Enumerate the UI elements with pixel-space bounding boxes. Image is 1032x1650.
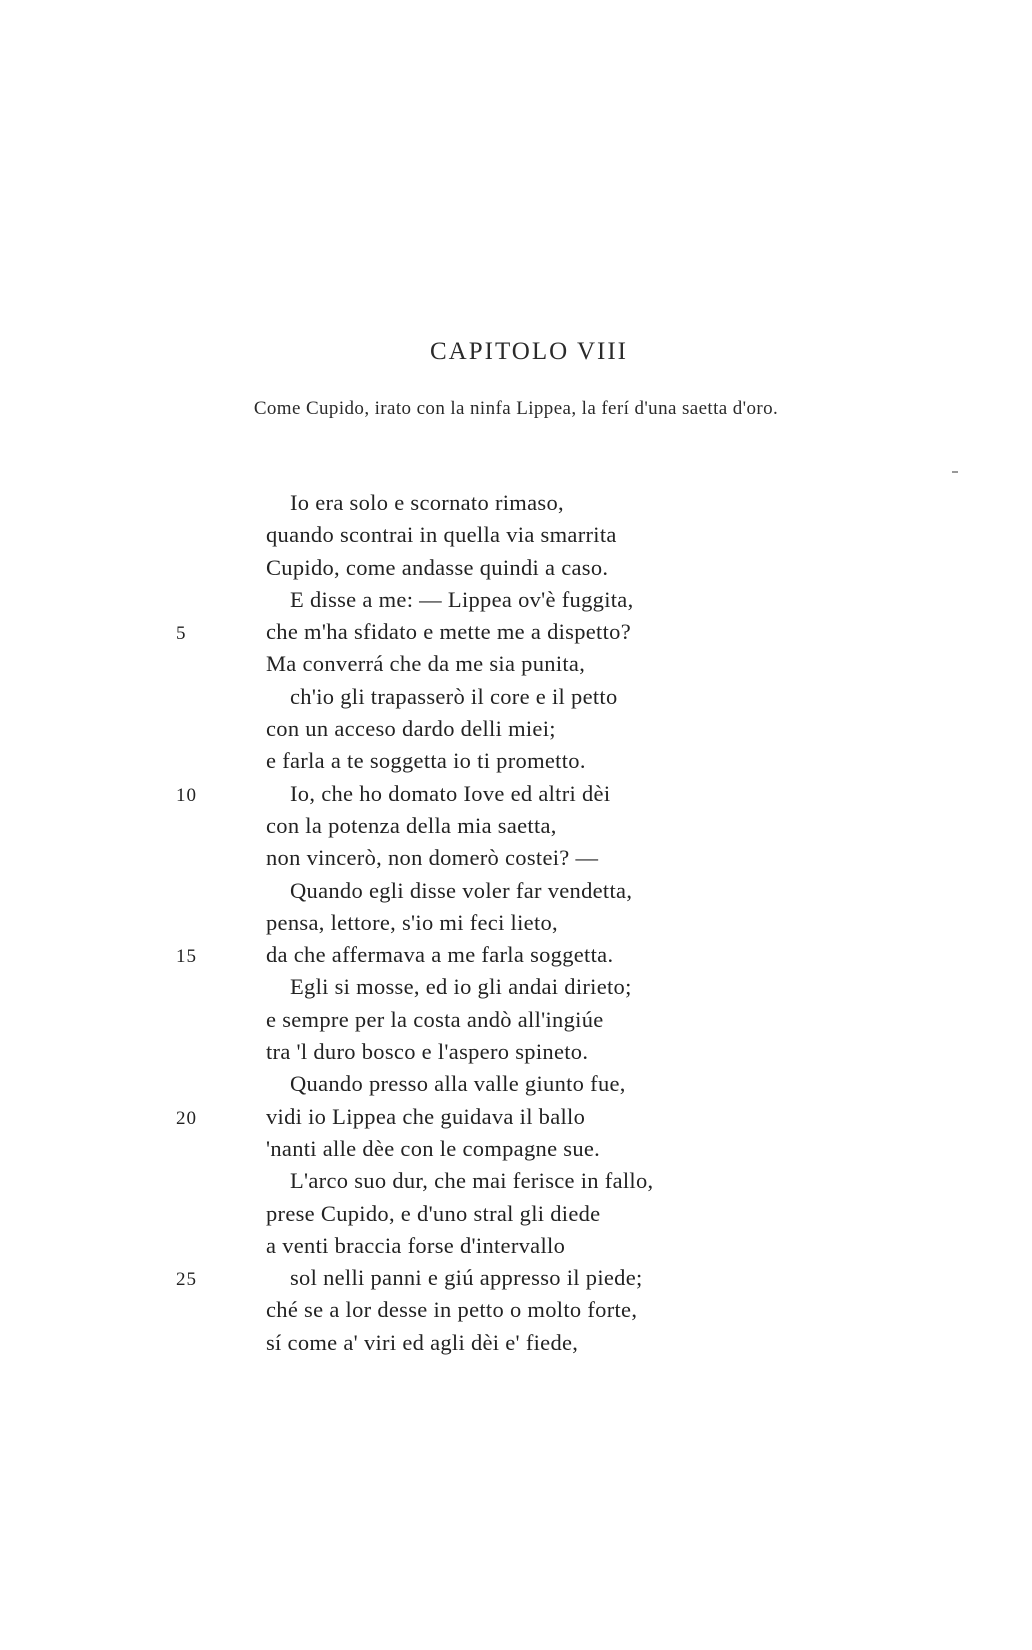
verse-text: non vincerò, non domerò costei? — [266, 845, 599, 871]
verse-text: Quando egli disse voler far vendetta, [290, 877, 633, 903]
verse-text: Egli si mosse, ed io gli andai dirieto; [290, 974, 632, 1000]
verse-line [0, 1294, 1032, 1326]
verse-line [0, 971, 1032, 1003]
verse-line [0, 907, 1032, 939]
verse-line [0, 552, 1032, 584]
verse-text: L'arco suo dur, che mai ferisce in fallo, [290, 1168, 654, 1194]
verse-text: Io era solo e scornato rimaso, [290, 490, 564, 515]
verse-line [0, 1004, 1032, 1036]
chapter-summary: Come Cupido, irato con la ninfa Lippea, la ferí d'una saetta d'oro. [253, 398, 779, 419]
verse-line [0, 519, 1032, 551]
verse-line [0, 1068, 1032, 1100]
verse-text: sí come a' viri ed agli dèi e' fiede, [266, 1329, 579, 1355]
verse-text: vidi io Lippea che guidava il ballo [266, 1103, 586, 1129]
verse-text: pensa, lettore, s'io mi feci lieto, [266, 909, 558, 935]
verse-text: Cupido, come andasse quindi a caso. [266, 554, 609, 580]
verse-line [0, 1230, 1032, 1262]
verse-text: ch'io gli trapasserò il core e il petto [290, 683, 618, 709]
verse-line [0, 616, 1032, 648]
verse-text: E disse a me: — Lippea ov'è fuggita, [290, 586, 634, 612]
verse-line [0, 1101, 1032, 1133]
verse-text: Ma converrá che da me sia punita, [266, 651, 586, 677]
verse-text: e sempre per la costa andò all'ingiúe [266, 1006, 604, 1032]
line-number: 20 [176, 1107, 197, 1129]
verse-text: Io, che ho domato Iove ed altri dèi [290, 780, 611, 806]
line-number: 15 [176, 946, 197, 968]
verse-line [0, 584, 1032, 616]
verse-text: ché se a lor desse in petto o molto forte, [266, 1297, 638, 1323]
verse-text: con la potenza della mia saetta, [266, 812, 557, 838]
verse-line [0, 648, 1032, 680]
verse-text: quando scontrai in quella via smarrita [266, 522, 617, 548]
verse-line [0, 745, 1032, 777]
verse-text: con un acceso dardo delli miei; [266, 716, 556, 742]
line-number: 10 [176, 784, 197, 806]
verse-line [0, 1036, 1032, 1068]
verse-line [0, 810, 1032, 842]
verse-line [0, 487, 1032, 519]
verse-text: prese Cupido, e d'uno stral gli diede [266, 1200, 601, 1226]
verse-text: Quando presso alla valle giunto fue, [290, 1071, 626, 1097]
line-number: 25 [176, 1269, 197, 1291]
verse-line [0, 939, 1032, 971]
poem [0, 487, 1032, 1359]
verse-line [0, 1262, 1032, 1294]
verse-text: e farla a te soggetta io ti prometto. [266, 748, 586, 774]
verse-line [0, 842, 1032, 874]
verse-text: che m'ha sfidato e mette me a dispetto? [266, 619, 631, 645]
verse-line [0, 681, 1032, 713]
verse-text: sol nelli panni e giú appresso il piede; [290, 1265, 643, 1291]
verse-line [0, 875, 1032, 907]
verse-line [0, 1198, 1032, 1230]
verse-text: tra 'l duro bosco e l'aspero spineto. [266, 1039, 589, 1065]
verse-text: da che affermava a me farla soggetta. [266, 942, 614, 968]
verse-line [0, 778, 1032, 810]
verse-line [0, 1165, 1032, 1197]
verse-text: a venti braccia forse d'intervallo [266, 1232, 566, 1258]
verse-line [0, 1133, 1032, 1165]
margin-mark [952, 471, 958, 473]
chapter-title: CAPITOLO VIII [430, 338, 628, 365]
verse-text: 'nanti alle dèe con le compagne sue. [266, 1135, 601, 1161]
verse-line [0, 1327, 1032, 1359]
verse-line [0, 713, 1032, 745]
line-number: 5 [176, 623, 187, 645]
